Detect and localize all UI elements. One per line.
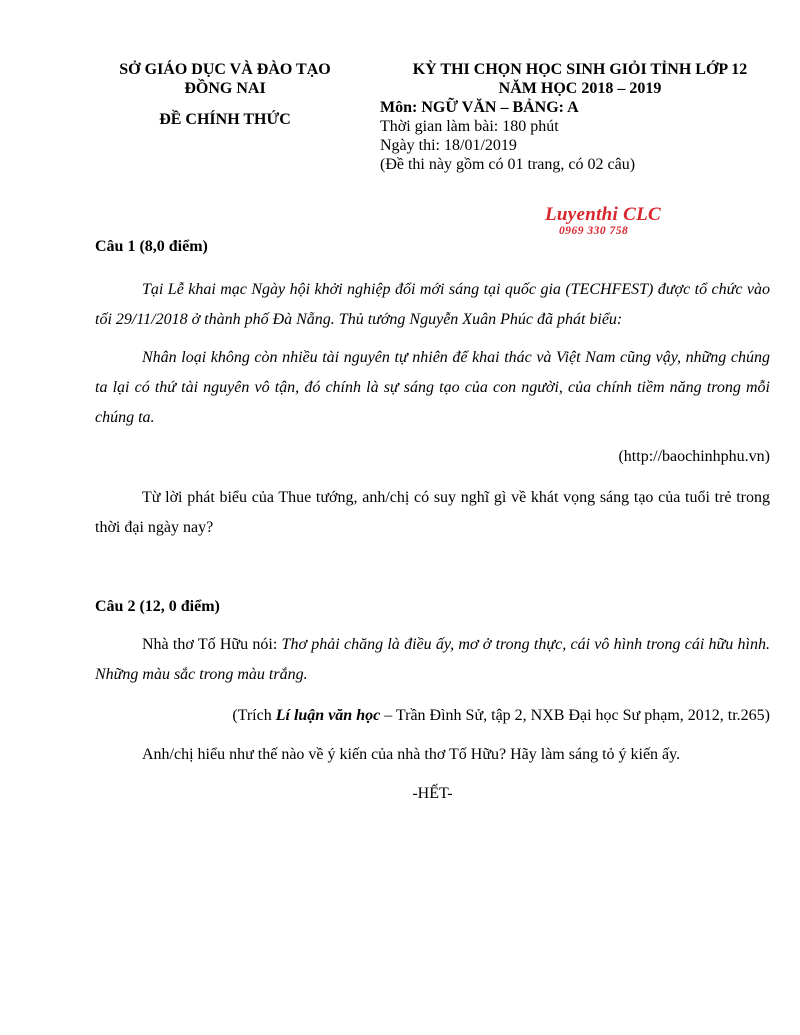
department-header xyxy=(85,60,365,129)
question2-intro-quote: Thơ phải chăng là điều ấy, mơ ở trong thực, cái vô hình trong cái hữu hình. Những màu sắc trong màu trắng. xyxy=(95,636,770,683)
citation-prefix: (Trích xyxy=(232,707,276,724)
exam-header xyxy=(380,60,780,174)
exam-subject: Môn: NGỮ VĂN – BẢNG: A xyxy=(380,99,579,116)
school-year: NĂM HỌC 2018 – 2019 xyxy=(498,80,662,97)
question1-quote: Nhân loại không còn nhiều tài nguyên tự nhiên để khai thác và Việt Nam cũng vậy, những chúng ta lại có thứ tài nguyên vô tận, đó chính là sự sáng tạo của con người, của chính tiềm năng trong mỗi chúng ta. xyxy=(95,349,770,426)
watermark-brand: Luyenthi CLC xyxy=(545,204,662,225)
watermark-logo xyxy=(545,205,695,237)
exam-date: Ngày thi: 18/01/2019 xyxy=(380,137,517,154)
question2-prompt: Anh/chị hiểu như thế nào về ý kiến của nhà thơ Tố Hữu? Hãy làm sáng tỏ ý kiến ấy. xyxy=(142,746,681,763)
exam-duration: Thời gian làm bài: 180 phút xyxy=(380,118,559,135)
department-name: SỞ GIÁO DỤC VÀ ĐÀO TẠO xyxy=(119,61,331,78)
exam-note: (Đề thi này gồm có 01 trang, có 02 câu) xyxy=(380,156,636,173)
question1-intro: Tại Lễ khai mạc Ngày hội khởi nghiệp đổi mới sáng tại quốc gia (TECHFEST) được tổ chức vào tối 29/11/2018 ở thành phố Đà Nẵng. Thủ tướng Nguyễn Xuân Phúc đã phát biểu: xyxy=(95,281,770,328)
question1-source: (http://baochinhphu.vn) xyxy=(618,448,770,465)
question1-title: Câu 1 (8,0 điểm) xyxy=(95,238,208,255)
citation-rest: – Trần Đình Sử, tập 2, NXB Đại học Sư phạm, 2012, tr.265) xyxy=(380,707,770,724)
official-label: ĐỀ CHÍNH THỨC xyxy=(159,111,291,128)
citation-title: Lí luận văn học xyxy=(275,707,381,724)
question2-intro-prefix: Nhà thơ Tố Hữu nói: xyxy=(142,636,282,653)
question2-title: Câu 2 (12, 0 điểm) xyxy=(95,598,220,615)
question2-citation xyxy=(95,701,770,731)
exam-title: KỲ THI CHỌN HỌC SINH GIỎI TỈNH LỚP 12 xyxy=(412,61,748,78)
department-province: ĐỒNG NAI xyxy=(184,80,266,97)
end-mark: -HẾT- xyxy=(412,785,453,802)
watermark-phone: 0969 330 758 xyxy=(559,225,629,237)
question1-prompt: Từ lời phát biểu của Thue tướng, anh/chị có suy nghĩ gì về khát vọng sáng tạo của tuổi trẻ trong thời đại ngày nay? xyxy=(95,489,770,536)
question2-intro xyxy=(95,630,770,690)
